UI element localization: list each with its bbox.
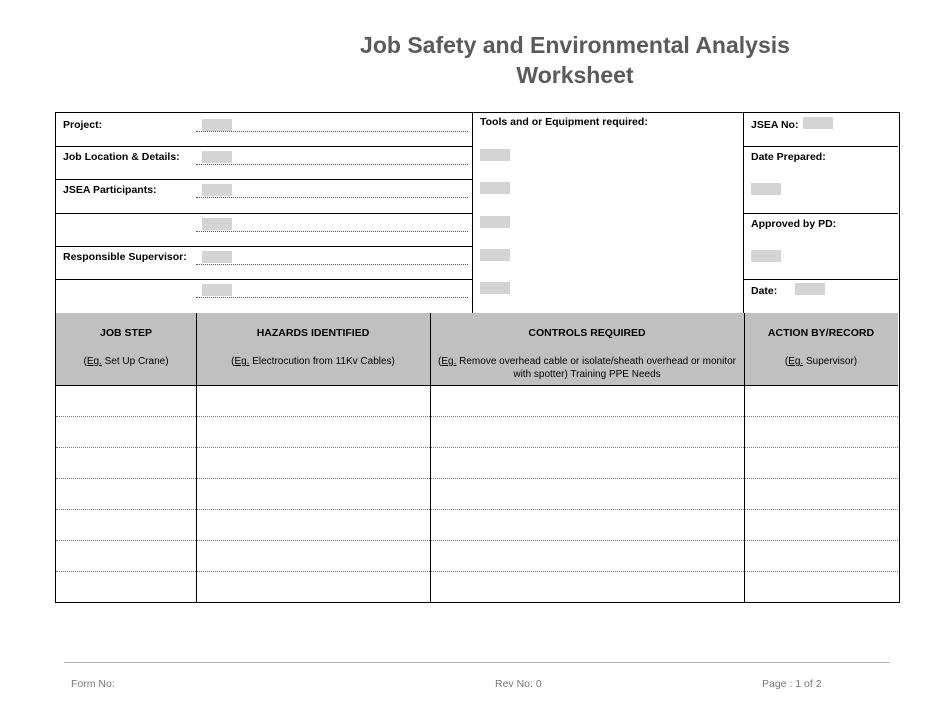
- project-underline: [196, 131, 468, 132]
- job-location-field[interactable]: [202, 151, 232, 163]
- column-divider: [430, 313, 431, 602]
- form-number: Form No:: [71, 678, 115, 690]
- column-divider: [744, 313, 745, 602]
- divider-left-mid: [472, 113, 473, 313]
- table-row[interactable]: [56, 540, 898, 541]
- divider: [56, 213, 472, 214]
- tools-label: Tools and or Equipment required:: [480, 116, 648, 128]
- divider: [56, 179, 472, 180]
- tools-field-3[interactable]: [480, 216, 510, 228]
- table-row[interactable]: [56, 478, 898, 479]
- supervisor-field-2[interactable]: [202, 284, 232, 296]
- column-header-job-step: [56, 313, 196, 385]
- participants-underline: [196, 197, 468, 198]
- supervisor-field[interactable]: [202, 251, 232, 263]
- divider: [56, 246, 472, 247]
- table-row[interactable]: [56, 571, 898, 572]
- jsea-no-field[interactable]: [803, 117, 833, 129]
- divider: [56, 279, 472, 280]
- page-title: [335, 30, 815, 90]
- divider: [743, 146, 898, 147]
- column-example: (Eg. Set Up Crane): [83, 356, 169, 367]
- participants-label: JSEA Participants:: [63, 184, 157, 196]
- column-heading: CONTROLS REQUIRED: [528, 327, 646, 339]
- jsea-no-label: JSEA No:: [751, 119, 799, 131]
- column-example: (Eg. Remove overhead cable or isolate/sheath overhead or monitor with spotter) Training PPE Needs: [438, 356, 736, 380]
- tools-field-1[interactable]: [480, 149, 510, 161]
- column-divider: [196, 313, 197, 602]
- date-prepared-field[interactable]: [751, 183, 781, 195]
- column-example: (Eg. Electrocution from 11Kv Cables): [231, 356, 395, 367]
- page-number: Page : 1 of 2: [762, 678, 822, 690]
- table-row[interactable]: [56, 447, 898, 448]
- job-location-label: Job Location & Details:: [63, 151, 180, 163]
- job-location-underline: [196, 164, 468, 165]
- table-row[interactable]: [56, 416, 898, 417]
- divider: [56, 146, 472, 147]
- jsea-form: [55, 112, 900, 603]
- date-prepared-label: Date Prepared:: [751, 151, 826, 163]
- header-divider: [56, 385, 898, 386]
- supervisor-underline: [196, 264, 468, 265]
- tools-field-2[interactable]: [480, 182, 510, 194]
- participants-underline-2: [196, 231, 468, 232]
- column-header-hazards: [196, 313, 430, 385]
- column-example: (Eg. Supervisor): [784, 356, 858, 367]
- table-row[interactable]: [56, 509, 898, 510]
- approved-label: Approved by PD:: [751, 218, 837, 230]
- participants-field-2[interactable]: [202, 218, 232, 230]
- supervisor-underline-2: [196, 297, 468, 298]
- column-header-controls: [430, 313, 744, 385]
- tools-field-4[interactable]: [480, 249, 510, 261]
- participants-field[interactable]: [202, 184, 232, 196]
- title-line-1: Job Safety and Environmental Analysis: [360, 32, 790, 58]
- column-heading: JOB STEP: [100, 327, 152, 339]
- project-field[interactable]: [202, 119, 232, 131]
- revision-number: Rev No: 0: [495, 678, 542, 690]
- title-line-2: Worksheet: [516, 62, 634, 88]
- divider: [743, 279, 898, 280]
- footer-divider: [64, 662, 890, 663]
- date-label: Date:: [751, 285, 778, 297]
- column-heading: HAZARDS IDENTIFIED: [256, 327, 370, 339]
- tools-field-5[interactable]: [480, 282, 510, 294]
- supervisor-label: Responsible Supervisor:: [63, 251, 187, 263]
- project-label: Project:: [63, 119, 103, 131]
- approved-field[interactable]: [751, 250, 781, 262]
- column-heading: ACTION BY/RECORD: [767, 327, 875, 339]
- column-header-action: [744, 313, 898, 385]
- divider: [743, 213, 898, 214]
- date-field[interactable]: [795, 283, 825, 295]
